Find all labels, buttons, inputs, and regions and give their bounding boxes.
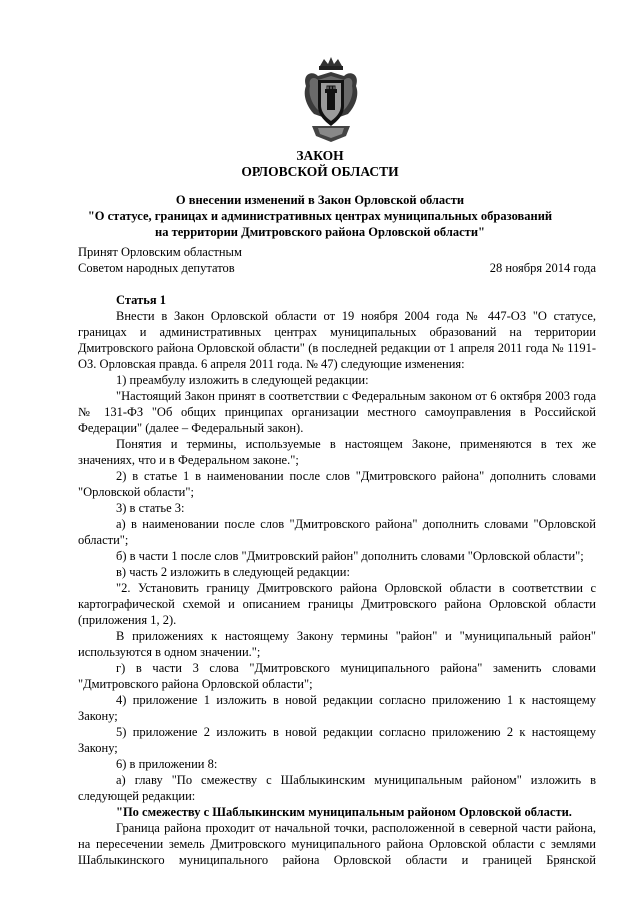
law-subtitle-line-3: на территории Дмитровского района Орловской области" [155,225,485,239]
law-title-line-1: ЗАКОН [296,148,344,163]
law-subtitle-line-2: "О статусе, границах и административных центрах муниципальных образований [87,209,553,223]
coat-of-arms-icon [298,56,364,144]
paragraph-part-2-text: "2. Установить границу Дмитровского района Орловской области в соответствии с картографической схемой и описанием границы Дмитровского района Орловской области (приложения 1, 2). [78,581,596,627]
document-body [78,292,596,868]
law-subtitle-line-1: О внесении изменений в Закон Орловской области [175,193,465,207]
paragraph-item-6a: а) главу "По смежеству с Шаблыкинским муниципальным районом" изложить в следующей редакции: [78,773,596,803]
paragraph-item-4: 4) приложение 1 изложить в новой редакции согласно приложению 1 к настоящему Закону; [78,693,596,723]
article-heading: Статья 1 [116,293,166,307]
paragraph-item-1: 1) преамбулу изложить в следующей редакции: [116,373,369,387]
paragraph-item-3g: г) в части 3 слова "Дмитровского муниципального района" заменить словами "Дмитровского района Орловской области"; [78,661,596,691]
paragraph-item-2: 2) в статье 1 в наименовании после слов "Дмитровского района" дополнить словами "Орловской области"; [78,469,596,499]
paragraph-chapter-heading: "По смежеству с Шаблыкинским муниципальным районом Орловской области. [116,805,572,819]
paragraph-terms-note: В приложениях к настоящему Закону термины "район" и "муниципальный район" используются в одном значении."; [78,629,596,659]
adoption-body-line-2: Советом народных депутатов [78,261,235,275]
paragraph-preamble-text: "Настоящий Закон принят в соответствии с Федеральным законом от 6 октября 2003 года № 131-ФЗ "Об общих принципах организации местного самоуправления в Российской Федерации" (далее – Федеральный закон). [78,389,596,435]
paragraph-item-3v: в) часть 2 изложить в следующей редакции: [116,565,350,579]
paragraph-item-3: 3) в статье 3: [116,501,185,515]
paragraph-boundary-description: Граница района проходит от начальной точки, расположенной в северной части района, на пересечении земель Дмитровского муниципального района Орловской области с землями Шаблыкинского муниципального района Орловской области и границей Брянской [78,821,596,867]
paragraph-intro: Внести в Закон Орловской области от 19 ноября 2004 года № 447-ОЗ "О статусе, границах и административных центрах муниципальных образований на территории Дмитровского района Орловской области" (в последней редакции от 1 апреля 2011 года № 1191-ОЗ. Орловская правда. 6 апреля 2011 года. № 47) следующие изменения: [78,309,596,371]
law-subtitle [0,192,640,240]
adoption-body-line-1: Принят Орловским областным [78,245,242,259]
paragraph-preamble-terms: Понятия и термины, используемые в настоящем Законе, применяются в тех же значениях, что и в Федеральном законе."; [78,437,596,467]
adoption-info [78,244,596,276]
law-title [0,148,640,180]
paragraph-item-3a: а) в наименовании после слов "Дмитровского района" дополнить словами "Орловской области"; [78,517,596,547]
adoption-date: 28 ноября 2014 года [489,261,596,275]
law-title-line-2: ОРЛОВСКОЙ ОБЛАСТИ [241,164,399,179]
paragraph-item-3b: б) в части 1 после слов "Дмитровский район" дополнить словами "Орловской области"; [116,549,584,563]
paragraph-item-5: 5) приложение 2 изложить в новой редакции согласно приложению 2 к настоящему Закону; [78,725,596,755]
paragraph-item-6: 6) в приложении 8: [116,757,218,771]
